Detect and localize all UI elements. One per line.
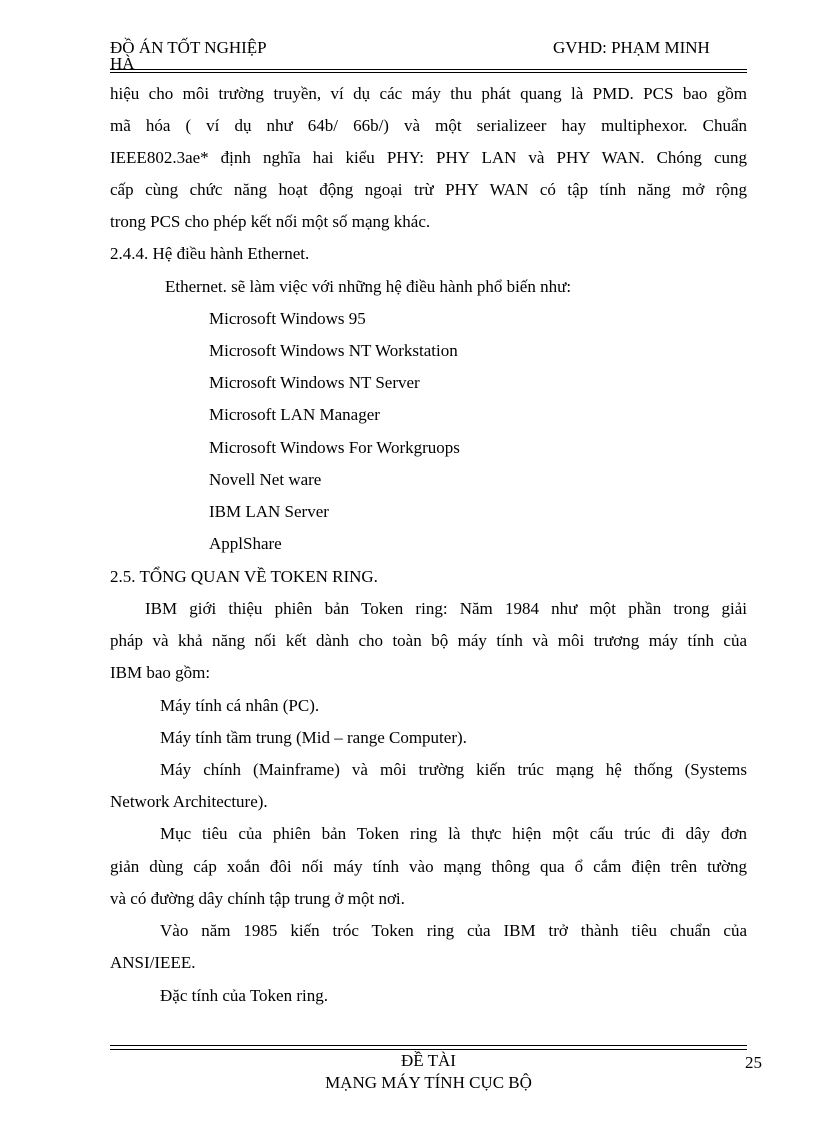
line-text: Máy tính cá nhân (PC). [160,696,320,715]
line-text: IEEE802.3ae* định nghĩa hai kiểu PHY: PHY LAN và PHY WAN. Chóng cung [110,148,747,167]
line-text: Máy tính tầm trung (Mid – range Computer). [160,728,467,747]
page-number: 25 [745,1053,762,1072]
os-list-item: Microsoft Windows 95 [209,309,366,328]
line-text: cấp cùng chức năng hoạt động ngoại trừ PHY WAN có tập tính năng mở rộng [110,180,747,199]
line-text: pháp và khả năng nối kết dành cho toàn bộ máy tính và môi trương máy tính của [110,631,747,650]
line-text: Ethernet. sẽ làm việc với những hệ điều hành phổ biến như: [165,277,572,296]
section-heading: 2.5. TỔNG QUAN VỀ TOKEN RING. [110,567,378,586]
line-text: IBM bao gồm: [110,663,211,682]
footer-title: ĐỀ TÀI [401,1051,456,1070]
header-rule-thin [110,69,747,70]
os-list-item: ApplShare [209,534,282,553]
header-rule-thick [110,72,747,73]
section-heading: 2.4.4. Hệ điều hành Ethernet. [110,244,310,263]
line-text: và có đường dây chính tập trung ở một nơi. [110,889,405,908]
footer-rule-thick [110,1045,747,1046]
line-text: IBM giới thiệu phiên bản Token ring: Năm 1984 như một phần trong giải [145,599,747,618]
os-list-item: IBM LAN Server [209,502,329,521]
line-text: Máy chính (Mainframe) và môi trường kiến trúc mạng hệ thống (Systems [160,760,747,779]
line-text: hiệu cho môi trường truyền, ví dụ các máy thu phát quang là PMD. PCS bao gồm [110,84,747,103]
line-text: Mục tiêu của phiên bản Token ring là thực hiện một cấu trúc đi dây đơn [160,824,747,843]
footer-rule-thin [110,1049,747,1050]
os-list-item: Microsoft Windows For Workgruops [209,438,460,457]
advisor-label: GVHD: PHẠM MINH [553,38,710,57]
line-text: trong PCS cho phép kết nối một số mạng khác. [110,212,431,231]
footer-subtitle: MẠNG MÁY TÍNH CỤC BỘ [325,1073,532,1092]
os-list-item: Microsoft LAN Manager [209,405,380,424]
line-text: Vào năm 1985 kiến tróc Token ring của IBM trở thành tiêu chuẩn của [160,921,747,940]
os-list-item: Microsoft Windows NT Server [209,373,420,392]
line-text: mã hóa ( ví dụ như 64b/ 66b/) và một serializeer hay multiphexor. Chuẩn [110,116,747,135]
line-text: ANSI/IEEE. [110,953,196,972]
advisor-name-continuation: HÀ [110,54,135,73]
os-list-item: Novell Net ware [209,470,322,489]
line-text: Network Architecture). [110,792,268,811]
line-text: giản dùng cáp xoắn đôi nối máy tính vào mạng thông qua ổ cắm điện trên tường [110,857,747,876]
document-type: ĐỒ ÁN TỐT NGHIỆP [110,38,267,57]
os-list-item: Microsoft Windows NT Workstation [209,341,458,360]
line-text: Đặc tính của Token ring. [160,986,328,1005]
